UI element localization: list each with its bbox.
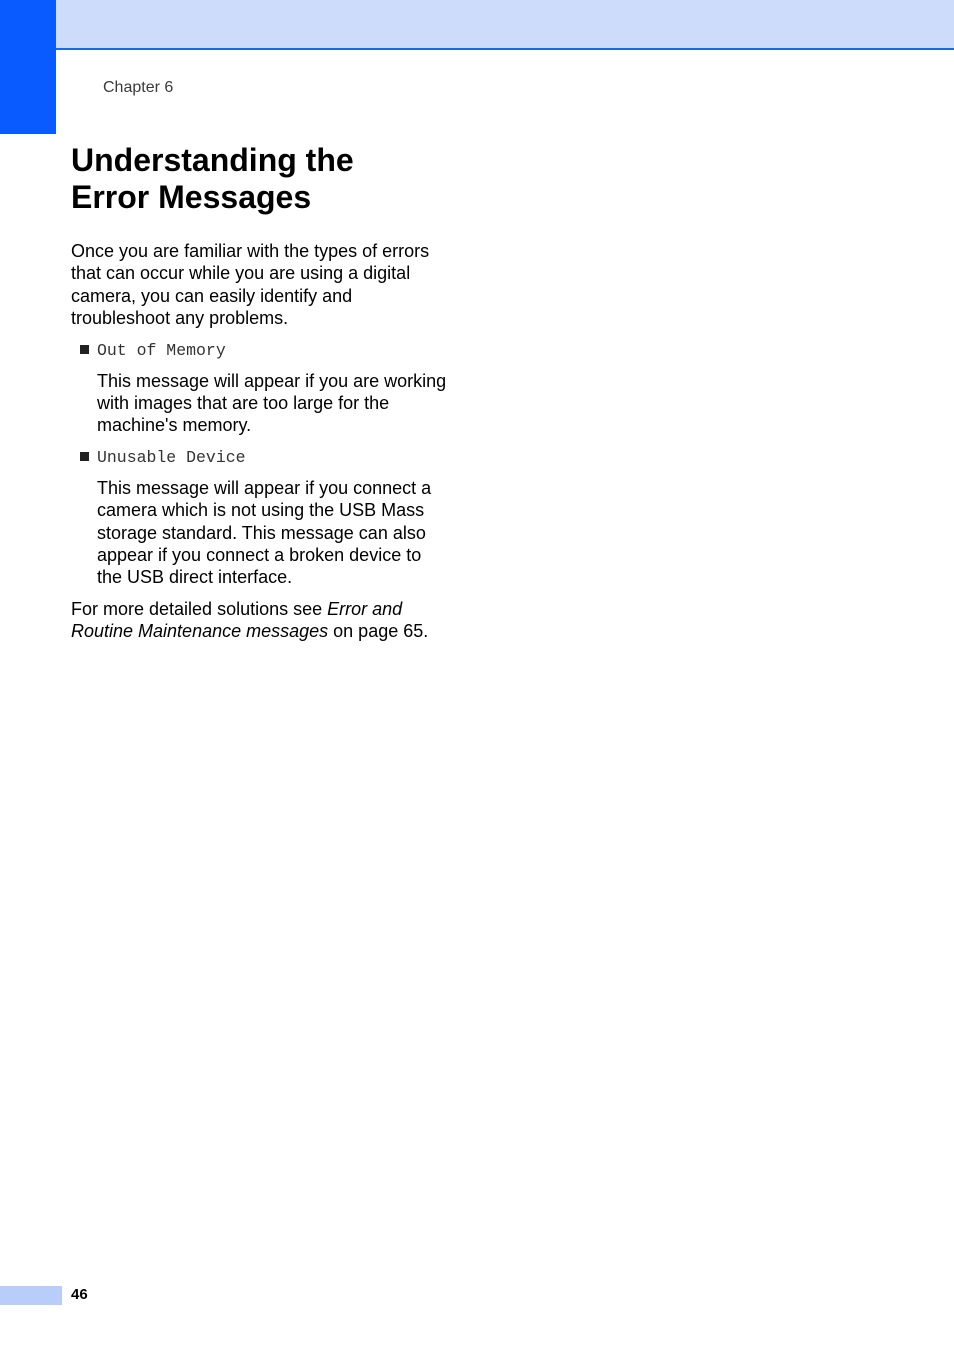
error-item-unusable-device <box>71 447 451 469</box>
closing-paragraph <box>71 598 451 643</box>
error-description: This message will appear if you connect a camera which is not using the USB Mass storage standard. This message can also appear if you connect a broken device to the USB direct interface. <box>97 477 432 588</box>
bullet-square-icon <box>80 345 89 354</box>
page-number: 46 <box>71 1286 88 1303</box>
page-title-line-2: Error Messages <box>71 179 312 215</box>
chapter-tab <box>0 0 56 134</box>
cross-reference-link[interactable]: Error and Routine Maintenance messages <box>71 598 403 642</box>
bullet-square-icon <box>80 452 89 461</box>
chapter-label: Chapter 6 <box>103 79 174 96</box>
error-item-out-of-memory <box>71 340 451 362</box>
intro-paragraph: Once you are familiar with the types of errors that can occur while you are using a digital camera, you can easily identify and troubleshoot any problems. <box>71 241 430 329</box>
main-content <box>71 142 451 643</box>
error-message-name: Out of Memory <box>97 340 226 360</box>
closing-text-prefix: For more detailed solutions see <box>71 598 328 619</box>
footer-bar <box>0 1286 62 1305</box>
closing-text-suffix: on page 65. <box>328 621 429 642</box>
header-band <box>56 0 954 50</box>
page-title <box>71 142 451 216</box>
error-message-name: Unusable Device <box>97 447 246 467</box>
error-description: This message will appear if you are working with images that are too large for the machine's memory. <box>97 370 447 436</box>
page-title-line-1: Understanding the <box>71 142 354 178</box>
